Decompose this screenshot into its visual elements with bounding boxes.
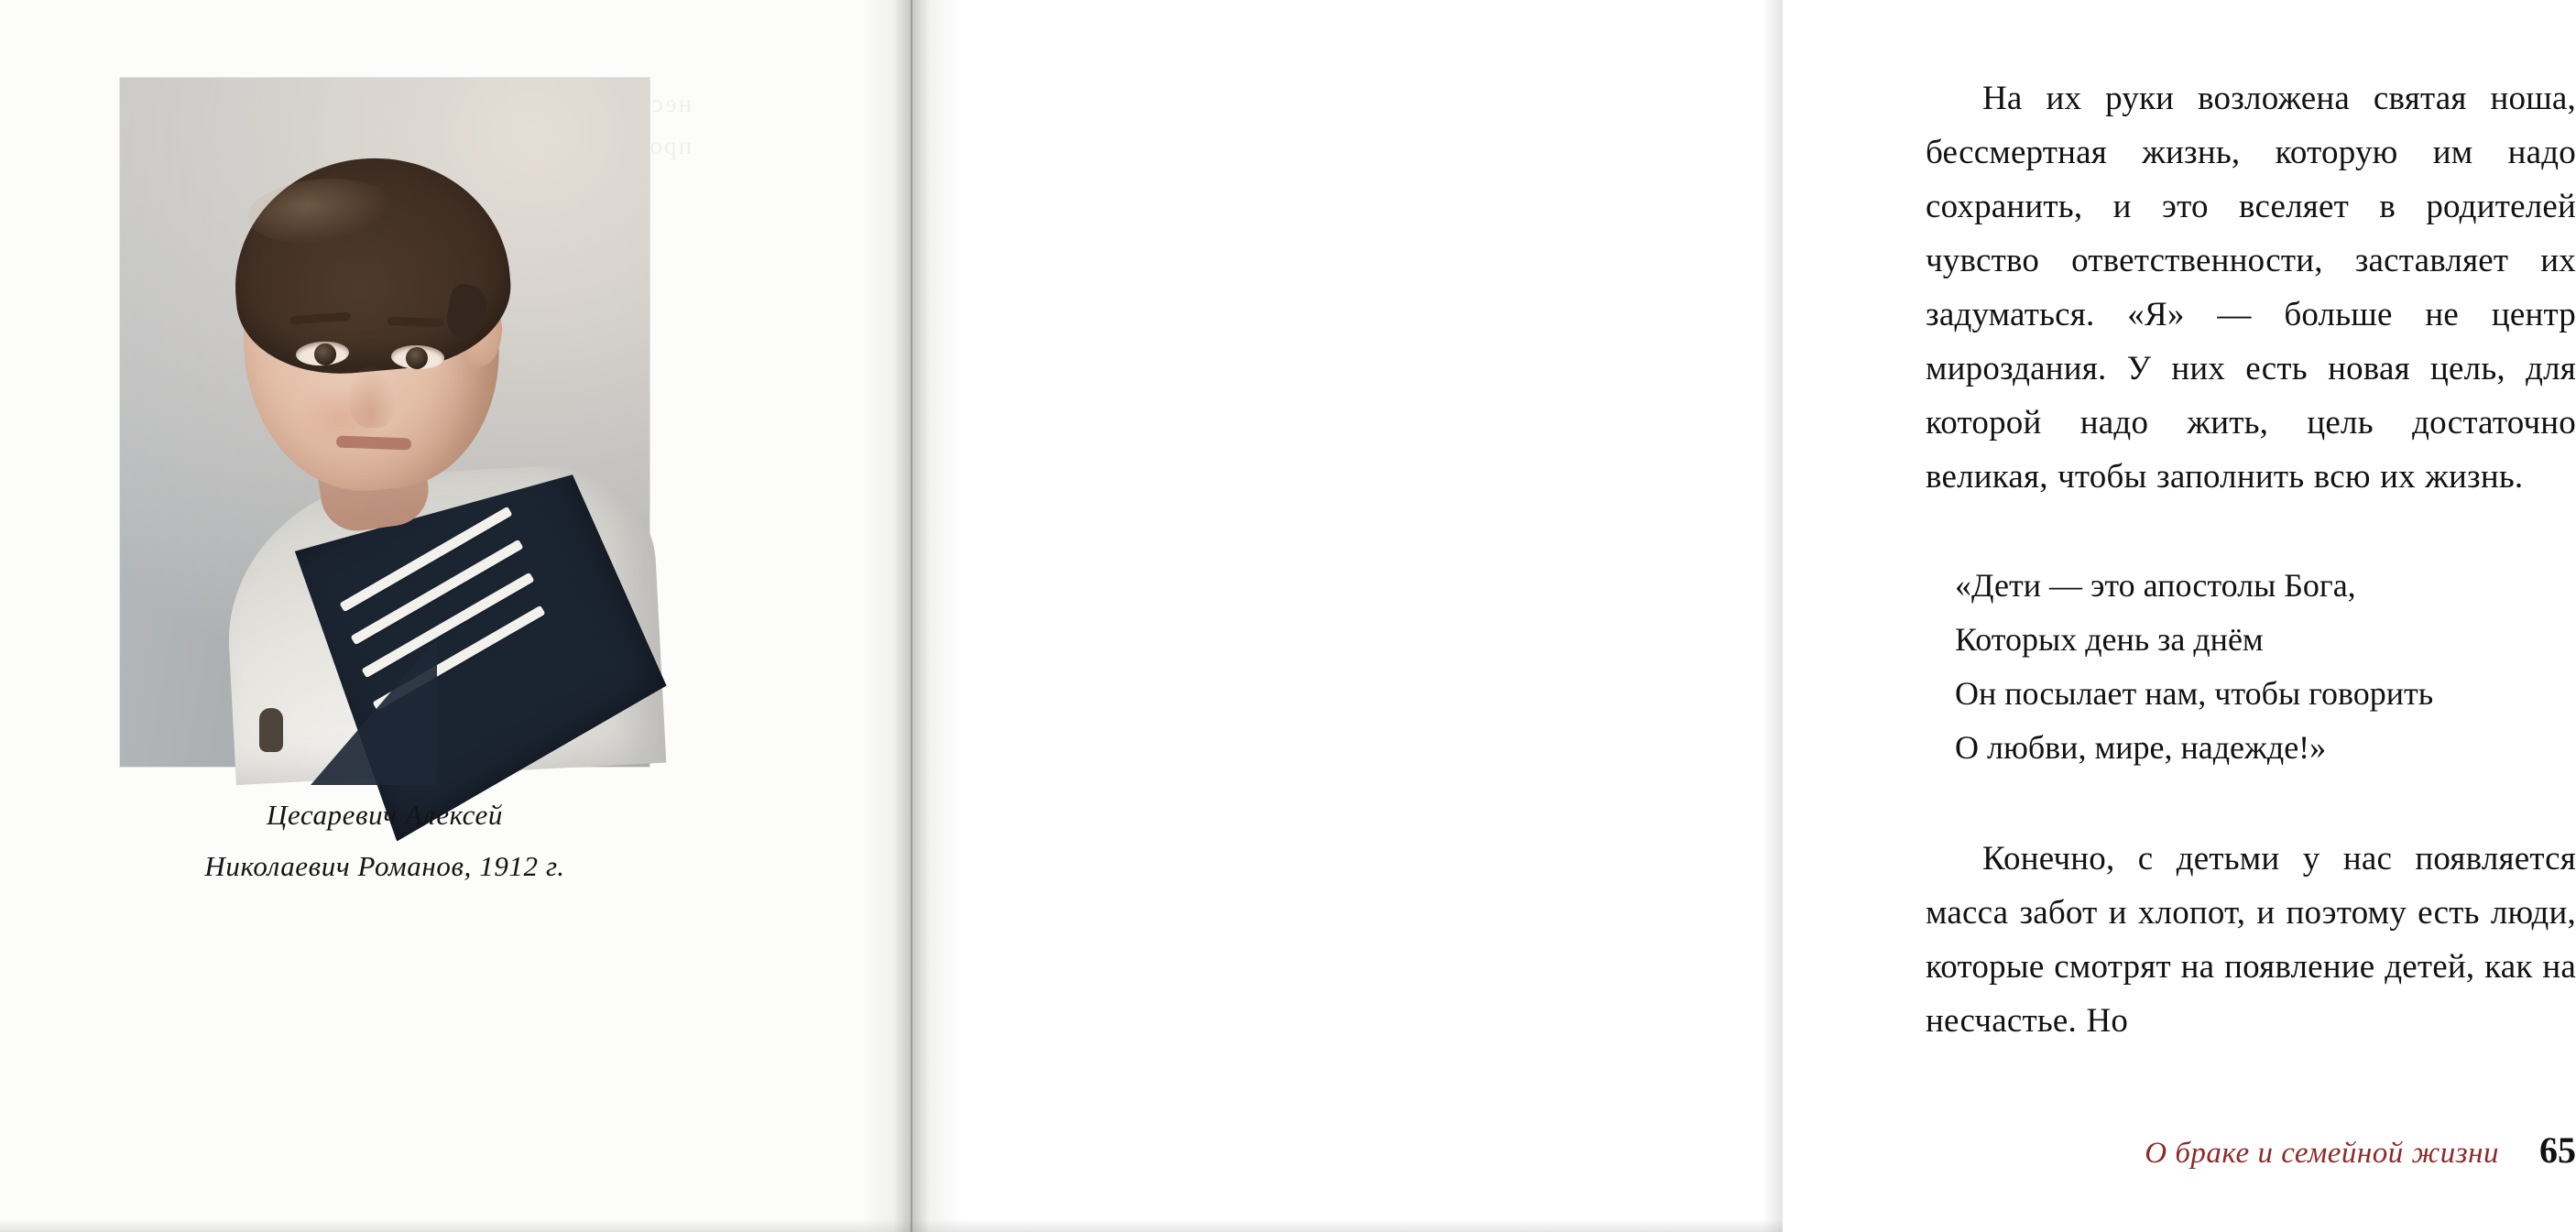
running-title: О браке и семейной жизни	[2145, 1137, 2499, 1170]
running-footer	[1926, 1128, 2576, 1172]
paragraph-spacer	[1926, 775, 2576, 832]
body-text-column	[1926, 71, 2576, 1048]
verse-line-3: Он посылает нам, чтобы говорить	[1955, 675, 2434, 712]
photo-caption-line-2: Николаевич Романов, 1912 г.	[204, 850, 565, 882]
page-number: 65	[2539, 1129, 2576, 1171]
page-edge-shadow	[1763, 0, 1783, 1232]
right-page	[907, 0, 2576, 1232]
paragraph-2: Конечно, с детьми у нас появляется масса забот и хлопот, и поэтому есть люди, которые смотрят на появление детей, как на несчастье. Но	[1926, 840, 2576, 1040]
verse-line-4: О любви, мире, надежде!»	[1955, 729, 2327, 766]
photo-caption-line-1: Цесаревич Алексей	[266, 799, 504, 831]
verse-block	[1926, 559, 2576, 775]
paragraph-1: На их руки возложена святая ноша, бессмертная жизнь, которую им надо сохранить, и это вселяет в родителей чувство ответственности, заставляет их задуматься. «Я» — больше не центр мироздания. У них есть новая цель, для которой надо жить, цель достаточно великая, чтобы заполнить всю их жизнь.	[1926, 80, 2576, 496]
portrait-photo	[120, 78, 649, 767]
verse-line-2: Которых день за днём	[1955, 621, 2264, 658]
verse-line-1: «Дети — это апостолы Бога,	[1955, 567, 2356, 604]
iris	[313, 343, 336, 365]
iris	[406, 347, 429, 370]
left-page	[0, 0, 907, 1232]
nose	[349, 364, 397, 428]
photo-caption	[120, 790, 649, 892]
uniform-badge	[259, 708, 283, 752]
